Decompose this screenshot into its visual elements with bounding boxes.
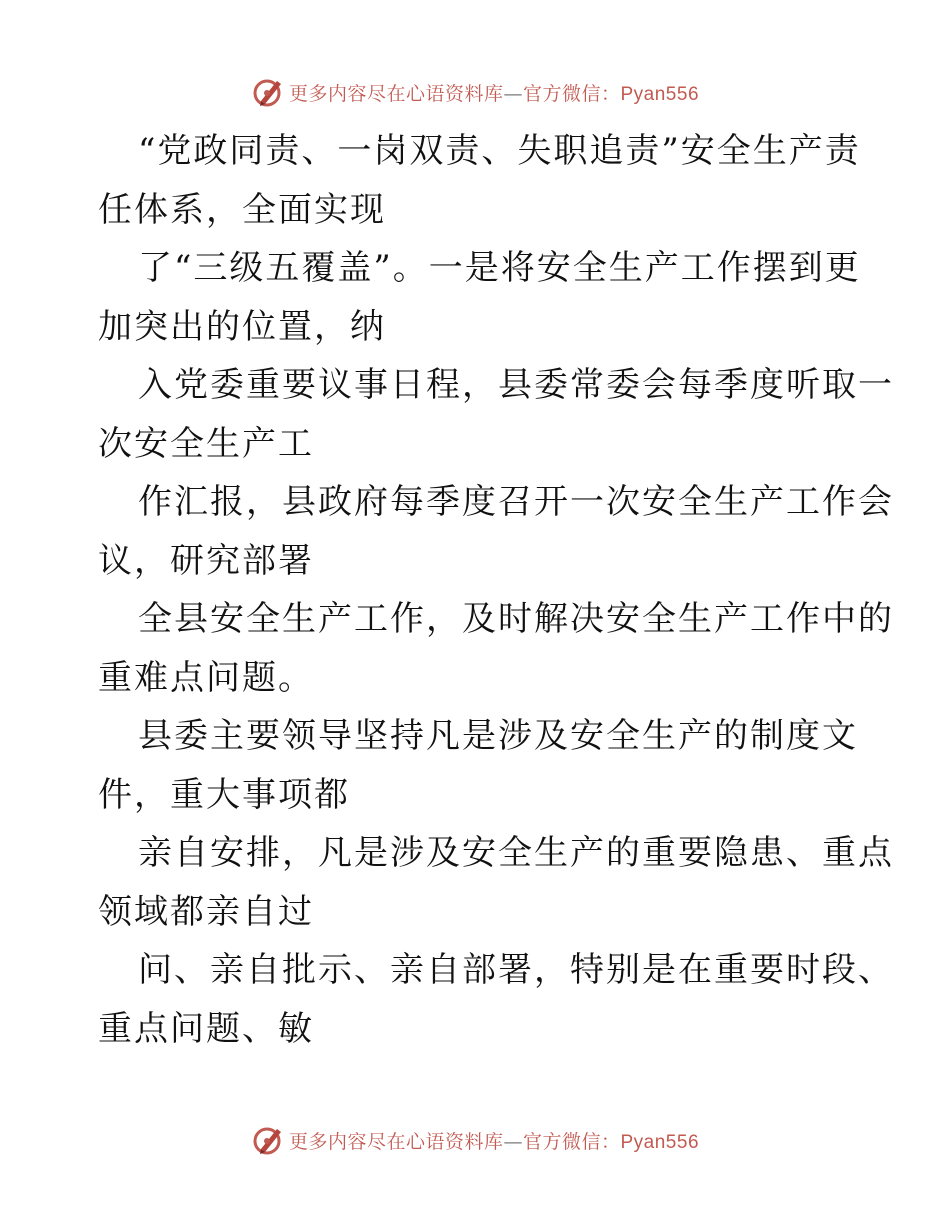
text-line: 加突出的位置，纳 [98,306,386,347]
text-line: 入党委重要议事日程，县委常委会每季度听取一 [138,365,894,405]
text-line: 任体系，全面实现 [98,189,386,230]
text-line: 作汇报，县政府每季度召开一次安全生产工作会 [138,482,894,522]
text-line: 重难点问题。 [98,657,314,698]
header-watermark-banner [0,72,950,112]
text-line: 全县安全生产工作，及时解决安全生产工作中的 [138,599,894,639]
text-line: 县委主要领导坚持凡是涉及安全生产的制度文 [138,716,858,756]
footer-banner-text: 更多内容尽在心语资料库—官方微信：Pyan556 [288,1130,700,1153]
text-line: 问、亲自批示、亲自部署，特别是在重要时段、 [138,950,894,990]
text-line: 领域都亲自过 [98,891,314,932]
text-line: 议，研究部署 [98,540,314,581]
text-line: 重点问题、敏 [98,1008,314,1049]
pen-circle-logo-icon [251,75,285,109]
text-line: 亲自安排，凡是涉及安全生产的重要隐患、重点 [138,833,894,873]
footer-watermark-banner [0,1120,950,1160]
text-line: 件，重大事项都 [98,774,350,815]
text-line: “党政同责、一岗双责、失职追责”安全生产责 [138,131,861,171]
pen-circle-logo-icon [251,1123,285,1157]
header-banner-text: 更多内容尽在心语资料库—官方微信：Pyan556 [288,82,700,105]
text-line: 次安全生产工 [98,423,314,464]
document-body [98,122,894,1058]
text-line: 了“三级五覆盖”。一是将安全生产工作摆到更 [138,248,861,288]
